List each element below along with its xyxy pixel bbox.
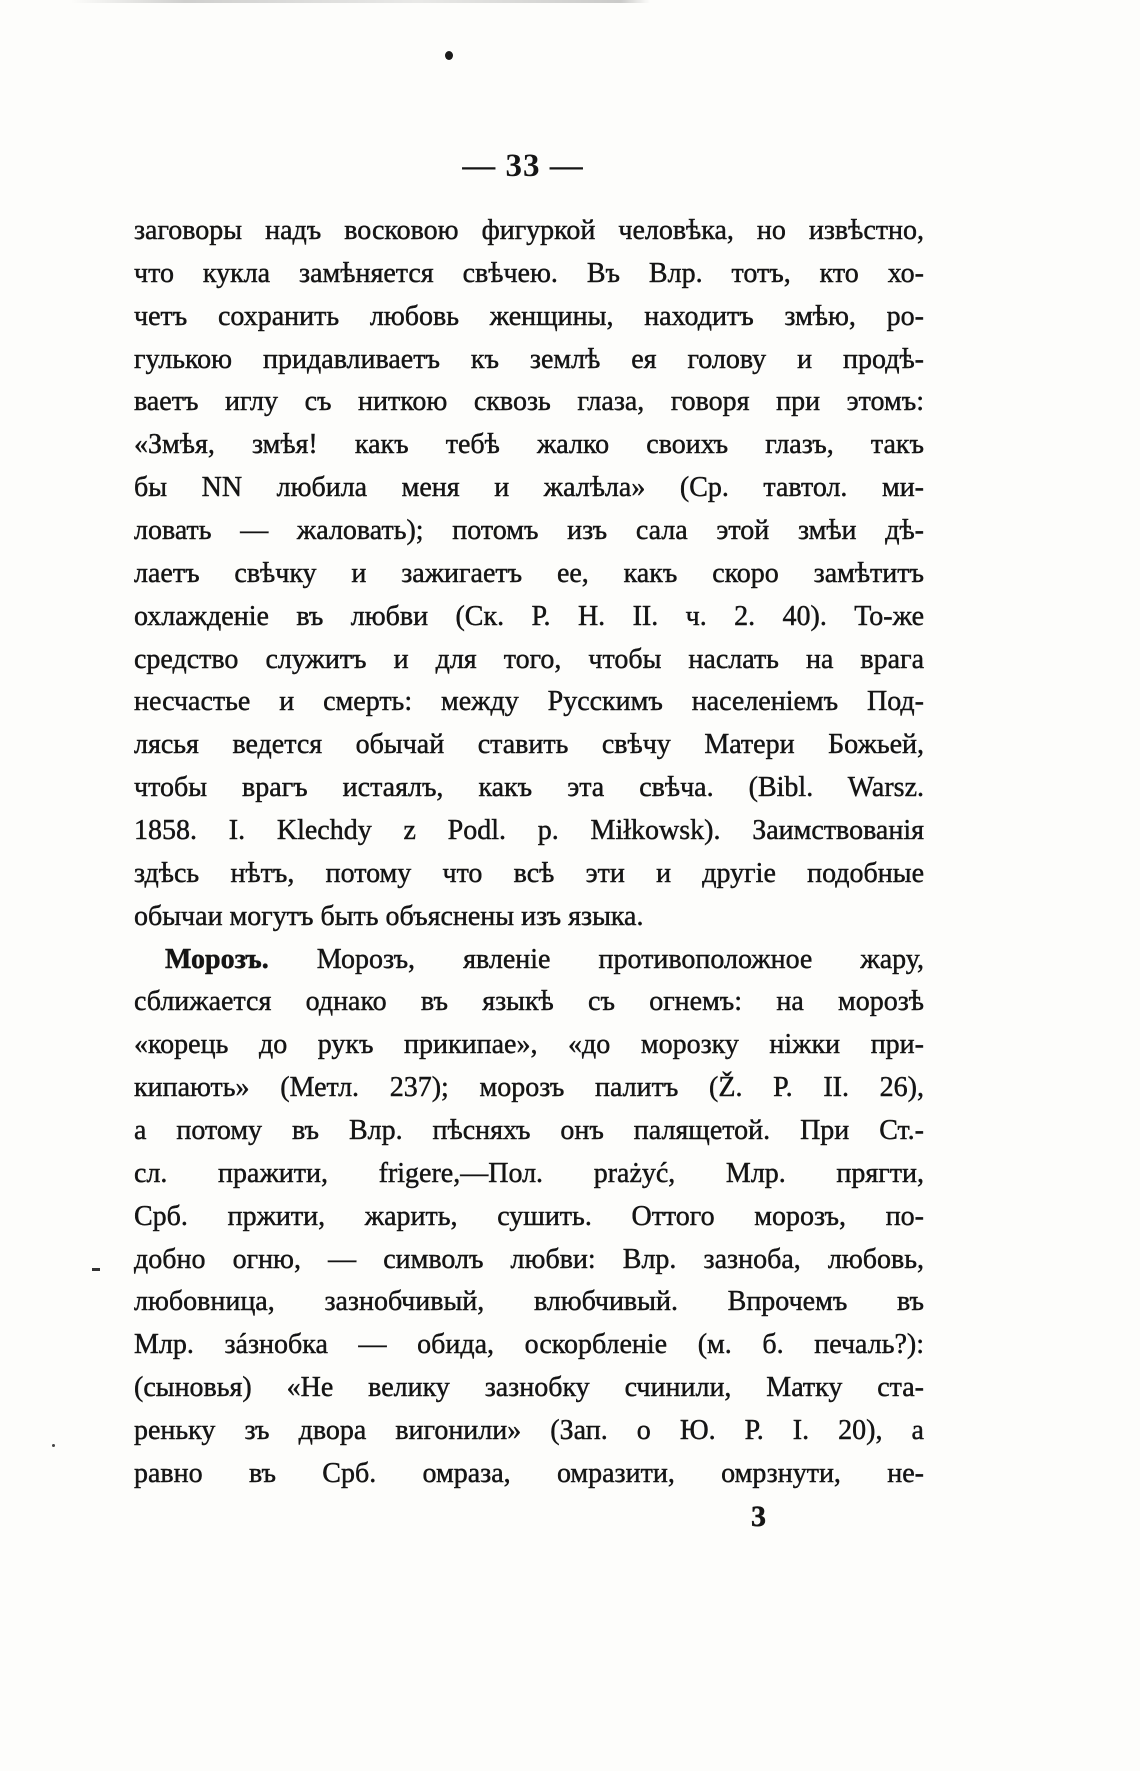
page-number: — 33 — [462, 148, 584, 184]
text-line: чтобы врагъ истаялъ, какъ эта свѣча. (Bibl. Warsz. [134, 772, 924, 804]
margin-mark [52, 1444, 55, 1447]
text-line: 1858. I. Klechdy z Podl. p. Miłkowsk). Заимствованія [134, 815, 924, 847]
text-line: лясья ведется обычай ставить свѣчу Матери Божьей, [134, 729, 924, 761]
text-line: заговоры надъ восковою фигуркой человѣка, но извѣстно, [134, 215, 924, 246]
body-text [134, 210, 924, 1539]
text-line: четъ сохранить любовь женщины, находитъ змѣю, ро- [134, 300, 924, 332]
text-line: бы NN любила меня и жалѣла» (Ср. тавтол. ми- [134, 472, 924, 504]
text-line: что кукла замѣняется свѣчею. Въ Влр. тотъ, кто хо- [134, 257, 924, 289]
signature-mark: 3 [751, 1499, 766, 1533]
text-line: лаетъ свѣчку и зажигаетъ ее, какъ скоро замѣтитъ [134, 557, 924, 589]
text-line: ваетъ иглу съ ниткою сквозь глаза, говоря при этомъ: [134, 386, 924, 418]
text-line: равно въ Срб. омраза, омразити, омрзнути, не- [134, 1457, 924, 1489]
text-line: любовница, зазнобчивый, влюбчивый. Впрочемъ въ [134, 1286, 924, 1318]
text-line: сл. пражити, frigere,—Пол. prażyć, Млр. прягти, [134, 1157, 924, 1189]
text-line: реньку зъ двора вигонили» (Зап. о Ю. Р. I. 20), а [134, 1415, 924, 1447]
text-line: несчастье и смерть: между Русскимъ населеніемъ Под- [134, 686, 924, 718]
text-line: средство служитъ и для того, чтобы наслать на врага [134, 643, 924, 675]
text-line: Срб. пржити, жарить, сушить. Оттого морозъ, по- [134, 1200, 924, 1232]
text-line: сближается однако въ языкѣ съ огнемъ: на морозѣ [134, 986, 924, 1018]
text-line-content: Морозъ, явленіе противоположное жару, [316, 943, 924, 975]
text-line: охлажденіе въ любви (Ск. Р. Н. II. ч. 2. 40). То-же [134, 600, 924, 632]
text-line: ловать — жаловать); потомъ изъ сала этой змѣи дѣ- [134, 515, 924, 547]
text-line-paragraph-end: обычаи могутъ быть объяснены изъ языка. [134, 900, 644, 932]
scan-edge-artifact [70, 0, 650, 3]
text-line: «корець до рукъ прикипае», «до морозку ніжки при- [134, 1029, 924, 1061]
section-heading: Морозъ. [165, 943, 269, 975]
text-line: «Змѣя, змѣя! какъ тебѣ жалко своихъ глазъ, такъ [134, 429, 924, 461]
text-line: гулькою придавливаетъ къ землѣ ея голову и продѣ- [134, 343, 924, 375]
text-line: а потому въ Влр. пѣсняхъ онъ палящетой. При Ст.- [134, 1115, 924, 1147]
text-line: здѣсь нѣтъ, потому что всѣ эти и другіе подобные [134, 857, 924, 889]
margin-mark [92, 1268, 100, 1271]
text-line: (сыновья) «Не велику зазнобку счинили, Матку ста- [134, 1372, 924, 1404]
text-line-paragraph-start [134, 939, 924, 982]
top-dot-mark [445, 51, 453, 60]
text-line: Млр. зáзнобка — обида, оскорбленіе (м. б. печаль?): [134, 1329, 924, 1361]
text-line: добно огню, — символъ любви: Влр. зазноба, любовь, [134, 1243, 924, 1275]
text-line: кипають» (Метл. 237); морозъ палитъ (Ž. P. II. 26), [134, 1072, 924, 1104]
